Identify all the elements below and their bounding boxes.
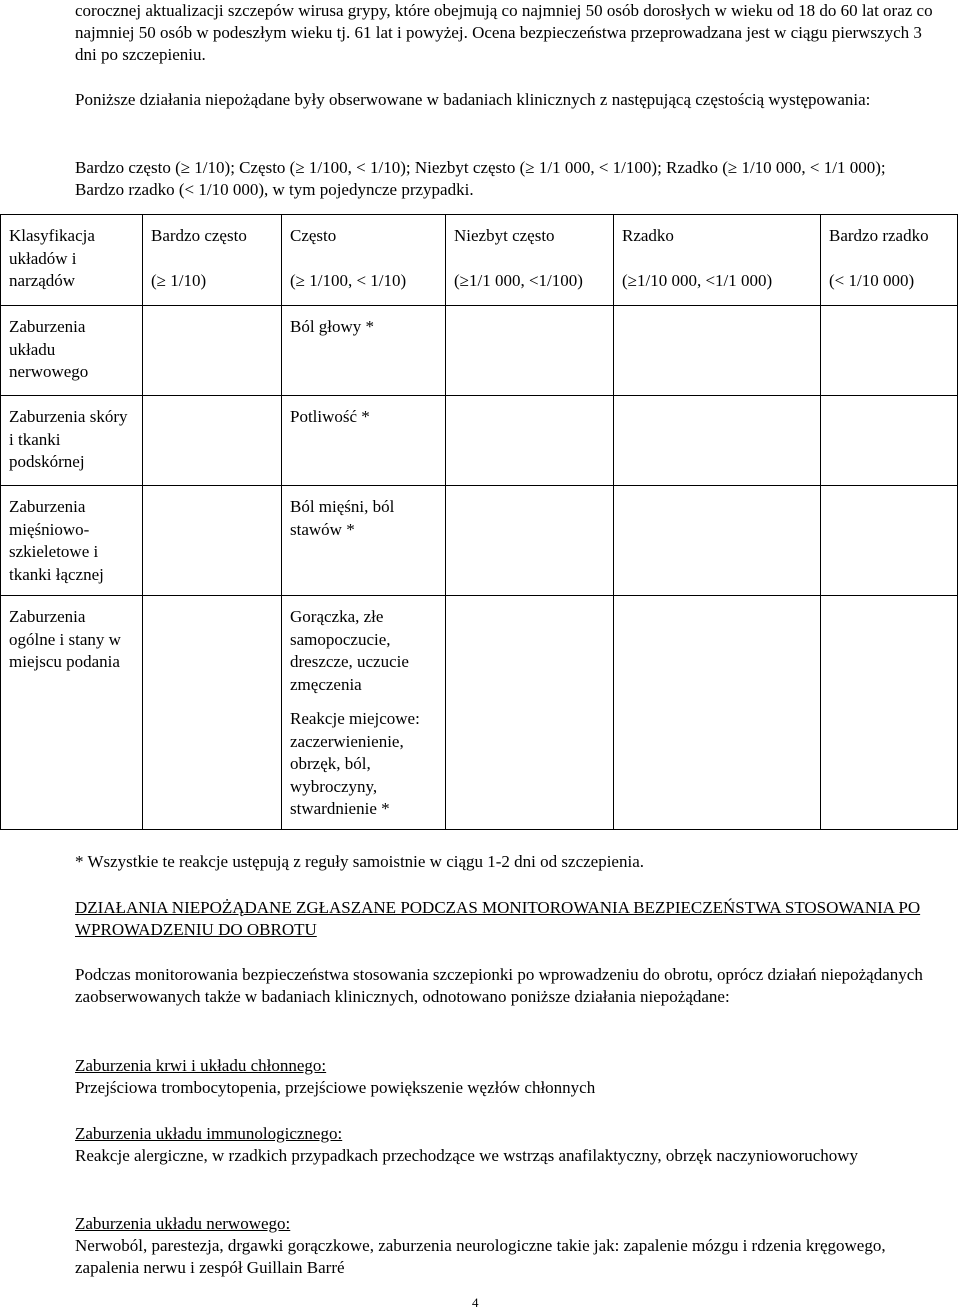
very-common-cell	[143, 396, 282, 486]
table-row	[1, 396, 958, 486]
organ-class-cell: Zaburzenia układu nerwowego	[1, 306, 143, 396]
organ-class-cell: Zaburzenia ogólne i stany w miejscu podania	[1, 596, 143, 830]
top-paragraph: corocznej aktualizacji szczepów wirusa grypy, które obejmują co najmniej 50 osób dorosłych w wieku od 18 do 60 lat oraz co najmniej 50 osób w podeszłym wieku tj. 61 lat i powyżej. Ocena bezpieczeństwa przeprowadzana jest w ciągu pierwszych 3 dni po szczepieniu.	[75, 1, 933, 64]
very-rare-cell	[821, 396, 958, 486]
header-cell-organ-class: Klasyfikacja układów i narządów	[1, 215, 143, 306]
header-cell-rare: Rzadko (≥1/10 000, <1/1 000)	[614, 215, 821, 306]
very-rare-cell	[821, 596, 958, 830]
uncommon-cell	[446, 396, 614, 486]
organ-class-cell: Zaburzenia mięśniowo-szkieletowe i tkanki łącznej	[1, 486, 143, 596]
post-marketing-paragraph: Podczas monitorowania bezpieczeństwa stosowania szczepionki po wprowadzeniu do obrotu, oprócz działań niepożądanych zaobserwowanych także w badaniach klinicznych, odnotowano poniższe działania niepożądane:	[75, 965, 923, 1006]
intro-paragraph: Poniższe działania niepożądane były obserwowane w badaniach klinicznych z następującą częstością występowania:	[75, 90, 871, 109]
footnote: * Wszystkie te reakcje ustępują z reguły samoistnie w ciągu 1-2 dni od szczepienia.	[75, 852, 644, 871]
frequency-paragraph: Bardzo często (≥ 1/10); Często (≥ 1/100, < 1/10); Niezbyt często (≥ 1/1 000, < 1/100); Rzadko (≥ 1/10 000, < 1/1 000); Bardzo rzadko (< 1/10 000), w tym pojedyncze przypadki.	[75, 158, 886, 199]
page-number: 4	[472, 1295, 479, 1310]
header-cell-very-rare: Bardzo rzadko (< 1/10 000)	[821, 215, 958, 306]
uncommon-cell	[446, 596, 614, 830]
adverse-reactions-table	[0, 214, 958, 830]
common-cell: Ból mięśni, ból stawów *	[282, 486, 446, 596]
very-common-cell	[143, 486, 282, 596]
uncommon-cell	[446, 486, 614, 596]
header-cell-very-common: Bardzo często (≥ 1/10)	[143, 215, 282, 306]
table-row	[1, 306, 958, 396]
header-cell-uncommon: Niezbyt często (≥1/1 000, <1/100)	[446, 215, 614, 306]
very-rare-cell	[821, 306, 958, 396]
common-cell: Ból głowy *	[282, 306, 446, 396]
table-row	[1, 596, 958, 830]
subsection-heading-immune: Zaburzenia układu immunologicznego:	[75, 1124, 343, 1143]
organ-class-cell: Zaburzenia skóry i tkanki podskórnej	[1, 396, 143, 486]
subsection-heading-blood: Zaburzenia krwi i układu chłonnego:	[75, 1056, 327, 1075]
rare-cell	[614, 486, 821, 596]
very-common-cell	[143, 596, 282, 830]
subsection-text-blood: Przejściowa trombocytopenia, przejściowe powiększenie węzłów chłonnych	[75, 1078, 596, 1097]
rare-cell	[614, 306, 821, 396]
header-cell-common: Często (≥ 1/100, < 1/10)	[282, 215, 446, 306]
subsection-text-nervous: Nerwoból, parestezja, drgawki gorączkowe, zaburzenia neurologiczne takie jak: zapalenie mózgu i rdzenia kręgowego, zapalenia nerwu i zespół Guillain Barré	[75, 1236, 886, 1277]
uncommon-cell	[446, 306, 614, 396]
table-row	[1, 486, 958, 596]
rare-cell	[614, 396, 821, 486]
subsection-text-immune: Reakcje alergiczne, w rzadkich przypadkach przechodzące we wstrząs anafilaktyczny, obrzęk naczynioworuchowy	[75, 1146, 859, 1165]
common-cell: Potliwość *	[282, 396, 446, 486]
very-common-cell	[143, 306, 282, 396]
common-cell: Gorączka, złe samopoczucie, dreszcze, uczucie zmęczenia Reakcje miejcowe: zaczerwienienie, obrzęk, ból, wybroczyny, stwardnienie *	[282, 596, 446, 830]
rare-cell	[614, 596, 821, 830]
subsection-heading-nervous: Zaburzenia układu nerwowego:	[75, 1214, 291, 1233]
very-rare-cell	[821, 486, 958, 596]
section-heading: DZIAŁANIA NIEPOŻĄDANE ZGŁASZANE PODCZAS MONITOROWANIA BEZPIECZEŃSTWA STOSOWANIA PO WPROWADZENIU DO OBROTU	[75, 898, 921, 939]
table-header-row	[1, 215, 958, 306]
